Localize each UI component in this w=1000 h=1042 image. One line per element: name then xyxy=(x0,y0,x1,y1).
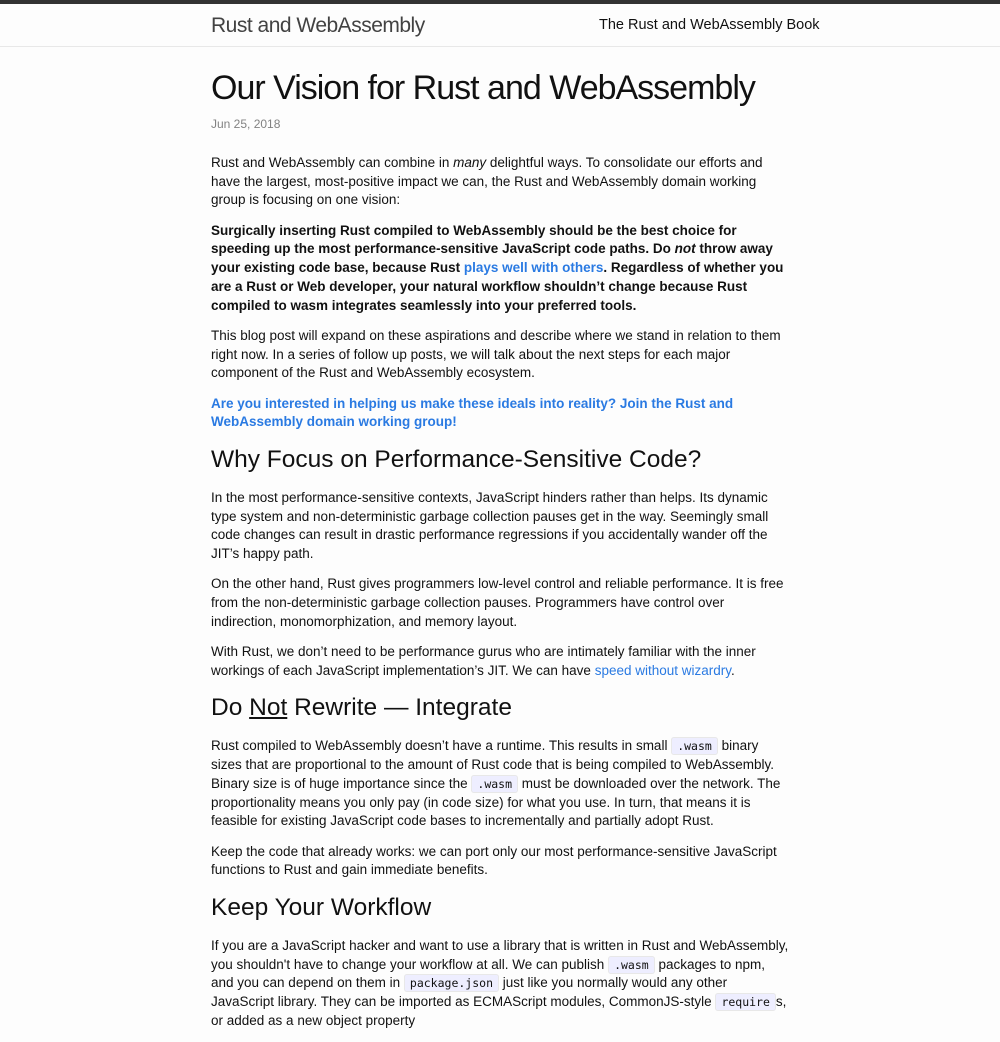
workflow-text-a: If you are a JavaScript hacker and want to use a library that is written in Rust and WebAssembly, you shouldn't have to change your workflow at all. We can publish xyxy=(211,937,789,972)
inline-code: .wasm xyxy=(671,737,718,755)
inline-code: .wasm xyxy=(608,956,655,974)
cta-paragraph xyxy=(211,395,791,432)
performance-text-a: With Rust, we don’t need to be performance gurus who are intimately familiar with the inner workings of each JavaScript implementation’s JIT. We can have xyxy=(211,644,756,678)
post-body xyxy=(211,154,791,1030)
post-content xyxy=(211,67,791,1042)
vision-emphasis: not xyxy=(674,241,696,257)
intro-paragraph xyxy=(211,154,791,210)
intro-text-b: delightful ways. To consolidate our efforts and have the largest, most-positive impact we can, the Rust and WebAssembly domain working group is focusing on one vision: xyxy=(211,155,763,208)
nav-link-book[interactable]: The Rust and WebAssembly Book xyxy=(599,17,820,33)
workflow-text-b: packages to npm, and you can depend on them in xyxy=(211,956,766,991)
vision-text-c: . Regardless of whether you are a Rust or Web developer, your natural workflow shouldn’t change because Rust compiled to wasm integrates seamlessly into your preferred tools. xyxy=(211,260,784,313)
performance-paragraph-3 xyxy=(211,643,791,680)
post-date: Jun 25, 2018 xyxy=(211,117,281,131)
performance-paragraph-2: On the other hand, Rust gives programmers low-level control and reliable performance. It is free from the non-deterministic garbage collection pauses. Programmers have control over indirection, monomorphization, and memory layout. xyxy=(211,576,784,629)
integrate-heading-b: Rewrite — Integrate xyxy=(287,694,512,722)
integrate-paragraph-1 xyxy=(211,737,791,831)
intro-text-a: Rust and WebAssembly can combine in xyxy=(211,155,454,170)
integrate-text-c: must be downloaded over the network. The proportionality means you only pay (in code size) for what you use. In turn, that means it is feasible for existing JavaScript code bases to incrementally and partially adopt Rust. xyxy=(211,775,781,829)
vision-statement xyxy=(211,222,791,316)
section-heading-integrate xyxy=(211,693,791,723)
plays-well-link[interactable]: plays well with others xyxy=(463,260,604,276)
section-heading-workflow: Keep Your Workflow xyxy=(211,893,432,921)
integrate-paragraph-2: Keep the code that already works: we can port only our most performance-sensitive JavaScript functions to Rust and gain immediate benefits. xyxy=(211,843,777,878)
expand-paragraph: This blog post will expand on these aspirations and describe where we stand in relation to them right now. In a series of follow up posts, we will talk about the next steps for each major component of the Rust and WebAssembly ecosystem. xyxy=(211,327,781,381)
vision-text-b: throw away your existing code base, because Rust xyxy=(211,241,773,276)
workflow-text-c: just like you normally would any other JavaScript library. They can be imported as ECMAScript modules, CommonJS-style xyxy=(211,975,728,1010)
speed-without-wizardry-link[interactable]: speed without wizardry xyxy=(594,662,731,678)
intro-emphasis: many xyxy=(453,155,487,170)
post-title: Our Vision for Rust and WebAssembly xyxy=(211,69,755,107)
inline-code: require xyxy=(715,993,775,1011)
integrate-heading-a: Do xyxy=(211,694,250,722)
performance-text-b: . xyxy=(731,662,735,678)
workflow-text-d: s, or added as a new object property xyxy=(211,994,787,1028)
vision-text-a: Surgically inserting Rust compiled to WebAssembly should be the best choice for speeding up the most performance-sensitive JavaScript code paths. Do xyxy=(211,222,737,257)
site-header xyxy=(0,0,1000,47)
integrate-text-b: binary sizes that are proportional to the amount of Rust code that is being compiled to WebAssembly. Binary size is of huge importance since the xyxy=(211,738,775,791)
performance-paragraph-1: In the most performance-sensitive contexts, JavaScript hinders rather than helps. Its dynamic type system and non-deterministic garbage collection pauses get in the way. Seemingly small code changes can result in drastic performance regressions if you accidentally wander off the JIT’s happy path. xyxy=(211,489,769,562)
integrate-text-a: Rust compiled to WebAssembly doesn’t have a runtime. This results in small xyxy=(211,738,672,754)
inline-code: .wasm xyxy=(471,775,518,793)
site-title-link[interactable]: Rust and WebAssembly xyxy=(211,14,425,37)
join-working-group-link[interactable]: Are you interested in helping us make these ideals into reality? Join the Rust and WebAssembly domain working group! xyxy=(211,395,734,430)
inline-code: package.json xyxy=(404,974,499,992)
section-heading-performance: Why Focus on Performance-Sensitive Code? xyxy=(211,445,702,473)
workflow-paragraph-1 xyxy=(211,937,791,1031)
integrate-heading-underlined: Not xyxy=(249,694,288,722)
